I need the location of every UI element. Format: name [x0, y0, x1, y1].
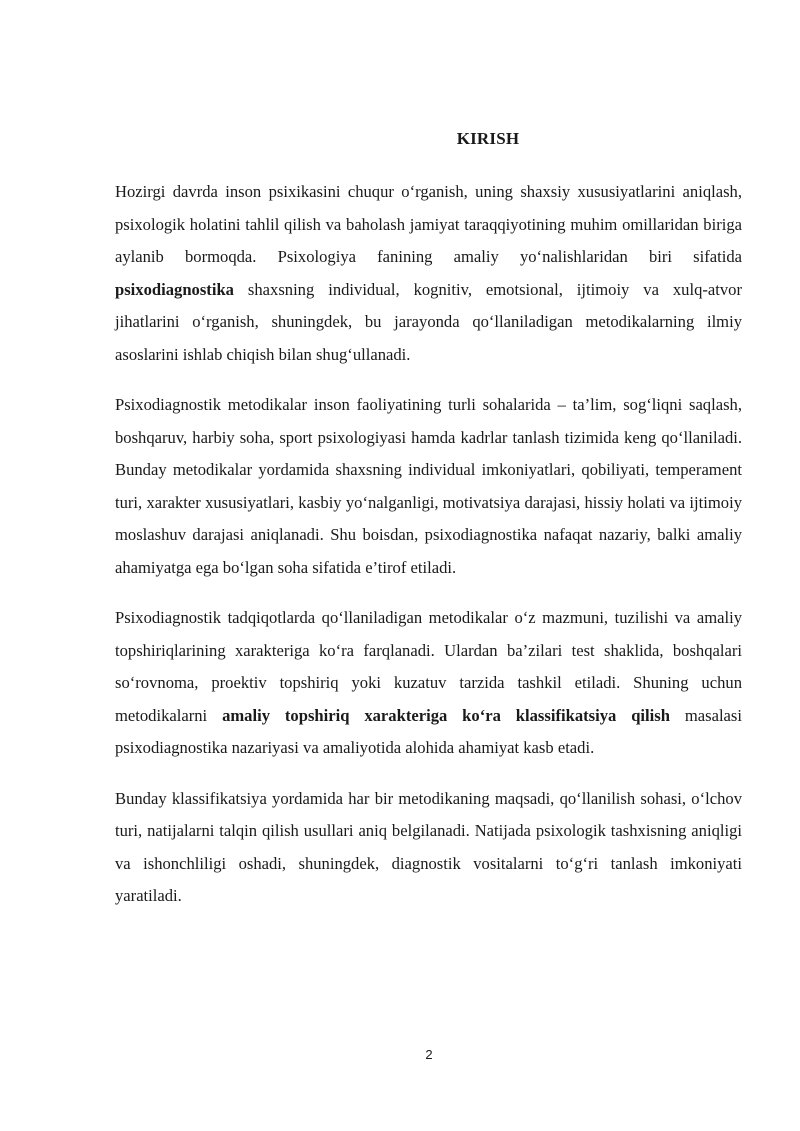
paragraph-2 — [115, 389, 742, 584]
section-heading: KIRISH — [456, 129, 520, 148]
paragraph-3-text-1: Psixodiagnostik tadqiqotlarda qo‘llaniladigan metodikalar o‘z mazmuni, tuzilishi va amaliy topshiriqlarining xarakteriga ko‘ra farqlanadi. Ulardan ba’zilari test shaklida, boshqalari so‘rovnoma, proektiv topshiriq yoki kuzatuv tarzida tashkil etiladi. Shuning uchun metodikalarni — [115, 608, 742, 725]
term-klassifikatsiya: amaliy topshiriq xarakteriga ko‘ra klassifikatsiya qilish — [222, 705, 670, 725]
paragraph-1 — [115, 176, 742, 371]
paragraph-4-text-1: Bunday klassifikatsiya yordamida har bir metodikaning maqsadi, qo‘llanilish sohasi, o‘lchov turi, natijalarni talqin qilish usullari aniq belgilanadi. Natijada psixologik tashxisning aniqligi va ishonchliligi oshadi, shuningdek, diagnostik vositalarni to‘g‘ri tanlash imkoniyati yaratiladi. — [115, 788, 742, 905]
paragraph-3-text-2: masalasi psixodiagnostika nazariyasi va amaliyotida alohida ahamiyat kasb etadi. — [115, 705, 742, 757]
term-psixodiagnostika: psixodiagnostika — [115, 279, 234, 299]
body-text — [115, 176, 742, 931]
paragraph-3 — [115, 602, 742, 765]
paragraph-1-text-2: shaxsning individual, kognitiv, emotsional, ijtimoiy va xulq-atvor jihatlarini o‘rganish, shuningdek, bu jarayonda qo‘llaniladigan metodikalarning ilmiy asoslarini ishlab chiqish bilan shug‘ullanadi. — [115, 279, 742, 364]
page-number: 2 — [425, 1047, 433, 1062]
paragraph-2-text-1: Psixodiagnostik metodikalar inson faoliyatining turli sohalarida – ta’lim, sog‘liqni saqlash, boshqaruv, harbiy soha, sport psixologiyasi hamda kadrlar tanlash tizimida keng qo‘llaniladi. Bunday metodikalar yordamida shaxsning individual imkoniyatlari, qobiliyati, temperament turi, xarakter xususiyatlari, kasbiy yo‘nalganligi, motivatsiya darajasi, hissiy holati va ijtimoiy moslashuv darajasi aniqlanadi. Shu boisdan, psixodiagnostika nafaqat nazariy, balki amaliy ahamiyatga ega bo‘lgan soha sifatida e’tirof etiladi. — [115, 395, 742, 577]
paragraph-4 — [115, 783, 742, 913]
paragraph-1-text-1: Hozirgi davrda inson psixikasini chuqur o‘rganish, uning shaxsiy xususiyatlarini aniqlash, psixologik holatini tahlil qilish va baholash jamiyat taraqqiyotining muhim omillaridan biriga aylanib bormoqda. Psixologiya fanining amaliy yo‘nalishlaridan biri sifatida — [115, 182, 742, 266]
